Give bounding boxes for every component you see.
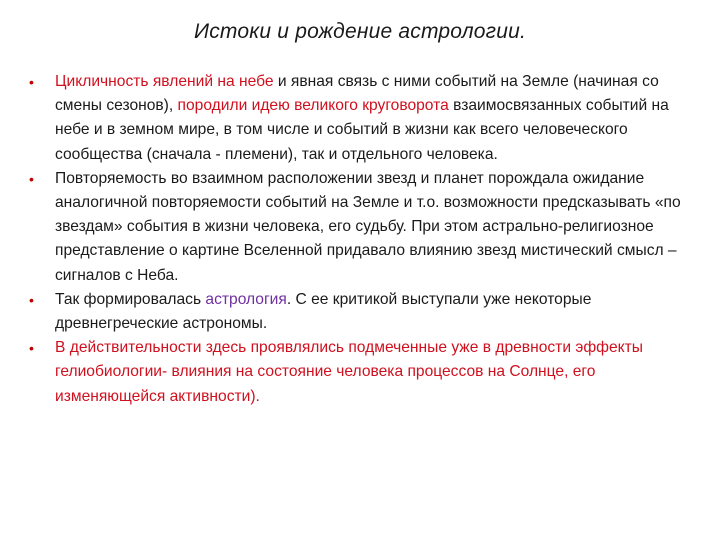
text-segment: В действительности здесь проявлялись подмеченные уже в древности эффекты гелиобиологии- влияния на состояние человека процессов на Солнце, его изменяющейся активности). (55, 339, 643, 405)
slide-title: Истоки и рождение астрологии. (194, 20, 526, 43)
text-segment: Цикличность явлений на небе (55, 73, 274, 90)
text-segment: Так формировалась (55, 290, 206, 308)
text-segment: Повторяемость во взаимном расположении звезд и планет порождала ожидание аналогичной повторяемости событий на Земле и т.о. возможности предсказывать «по звездам» события в жизни человека, его судьбу. При этом астрально-религиозное представление о картине Вселенной придавало влиянию звезд мистический смысл – сигналов с Неба. (55, 169, 681, 284)
text-segment: . С ее критикой выступали уже некоторые древнегреческие астрономы. (55, 290, 592, 333)
bullet-dot-icon: • (29, 170, 34, 187)
bullet-list (30, 70, 694, 409)
bullet-dot-icon: • (29, 74, 34, 90)
bullet-item (30, 288, 694, 336)
bullet-item (30, 167, 694, 288)
text-segment: астрология (205, 290, 287, 308)
text-segment: породили идею великого круговорота (177, 97, 449, 115)
text-segment: и явная связь с ними событий на Земле (начиная со смены сезонов), (55, 73, 659, 115)
bullet-item (30, 336, 694, 409)
bullet-item (30, 70, 694, 167)
text-segment: взаимосвязанных событий на небе и в земном мире, в том числе и событий в жизни как всего человеческого сообщества (сначала - племени), так и отдельного человека. (55, 97, 669, 163)
bullet-dot-icon: • (29, 291, 34, 308)
bullet-dot-icon: • (29, 340, 34, 357)
